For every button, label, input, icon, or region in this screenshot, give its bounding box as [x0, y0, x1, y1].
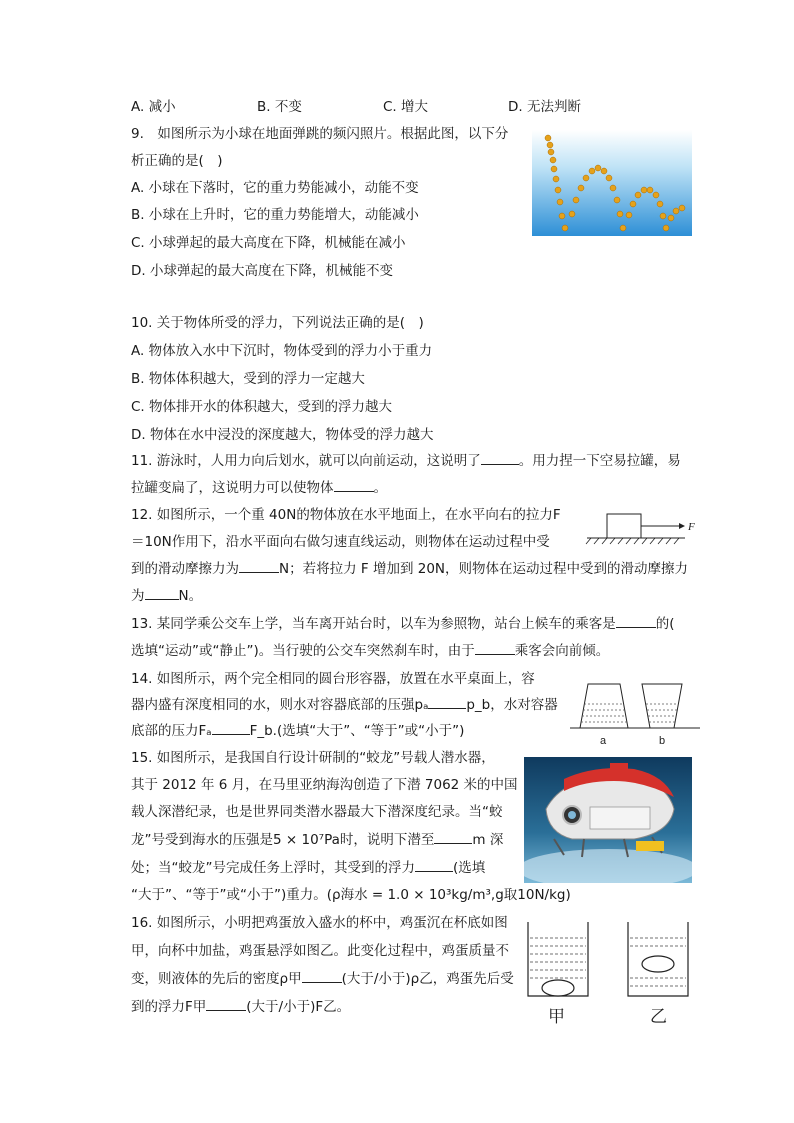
q16-blank-1[interactable] [302, 970, 342, 983]
q12-text-3a: 到的滑动摩擦力为 [131, 561, 239, 577]
cup-jia [528, 922, 588, 996]
q10-option-b: B. 物体体积越大，受到的浮力一定越大 [131, 371, 365, 387]
q10-option-a: A. 物体放入水中下沉时，物体受到的浮力小于重力 [131, 343, 433, 359]
q15-line5 [131, 859, 485, 877]
q8-option-a: A. 减小 [131, 99, 176, 115]
cup-yi [628, 922, 688, 996]
cup-label-yi: 乙 [650, 1007, 667, 1027]
q12-text-3b: N；若将拉力 F 增加到 20N，则物体在运动过程中受到的滑动摩擦力 [279, 561, 689, 577]
q9-option-d: D. 小球弹起的最大高度在下降，机械能不变 [131, 263, 393, 279]
q11-line2 [131, 479, 387, 497]
q11-text-2b: 。 [373, 480, 387, 496]
q15-blank-1[interactable] [434, 831, 472, 844]
q9-stem-line1: 9. 如图所示为小球在地面弹跳的频闪照片。根据此图，以下分 [131, 126, 509, 142]
q15-text-5b: (选填 [453, 860, 486, 876]
q16-line4 [131, 998, 350, 1016]
q16-text-3b: (大于/小于)ρ乙，鸡蛋先后受 [341, 971, 514, 987]
block-on-floor-diagram [585, 510, 695, 550]
q10-stem: 10. 关于物体所受的浮力，下列说法正确的是( ) [131, 315, 424, 331]
q14-line1: 14. 如图所示，两个完全相同的圆台形容器，放置在水平桌面上，容 [131, 671, 535, 687]
q15-line6: “大于”、“等于”或“小于”)重力。(ρ海水 = 1.0 × 10³kg/m³,g取10N/kg) [131, 887, 571, 903]
q13-blank-1[interactable] [616, 615, 656, 628]
q9-option-a: A. 小球在下落时，它的重力势能减小，动能不变 [131, 180, 419, 196]
q15-line2: 其于 2012 年 6 月，在马里亚纳海沟创造了下潜 7062 米的中国 [131, 777, 518, 793]
q13-text-2a: 选填“运动”或“静止”)。当行驶的公交车突然刹车时，由于 [131, 643, 475, 659]
container-label-b: b [659, 735, 666, 747]
q15-text-4b: m 深 [472, 832, 504, 848]
q13-text-2b: 乘客会向前倾。 [514, 643, 610, 659]
q9-option-b: B. 小球在上升时，它的重力势能增大，动能减小 [131, 207, 419, 223]
q15-text-4a: 龙”号受到海水的压强是5 × 10⁷Pa时，说明下潜至 [131, 832, 435, 848]
q8-option-d: D. 无法判断 [508, 99, 581, 115]
q14-text-3b: F_b.(选填“大于”、“等于”或“小于”) [249, 723, 465, 739]
two-frustum-containers-diagram [570, 680, 700, 748]
q13-text-1b: 的( [655, 616, 675, 632]
q13-line2 [131, 642, 609, 660]
q11-text-1a: 11. 游泳时，人用力向后划水，就可以向前运动，这说明了 [131, 453, 481, 469]
egg-cups-diagram [524, 918, 696, 1030]
q9-stem-line2: 析正确的是( ) [131, 153, 223, 169]
q13-blank-2[interactable] [475, 642, 515, 655]
q12-blank-2[interactable] [145, 587, 179, 600]
cup-label-jia: 甲 [548, 1007, 565, 1027]
q16-text-3a: 变，则液体的先后的密度ρ甲 [131, 971, 302, 987]
q14-blank-1[interactable] [428, 696, 466, 709]
q16-text-4b: (大于/小于)F乙。 [246, 999, 351, 1015]
q14-line2 [131, 696, 558, 714]
q14-text-2a: 器内盛有深度相同的水，则水对容器底部的压强pₐ [131, 697, 429, 713]
q14-blank-2[interactable] [212, 722, 250, 735]
q12-text-4b: N。 [178, 588, 203, 604]
q9-option-c: C. 小球弹起的最大高度在下降，机械能在减小 [131, 235, 406, 251]
q16-text-4a: 到的浮力F甲 [131, 999, 207, 1015]
q12-line3 [131, 560, 688, 578]
q16-line3 [131, 970, 514, 988]
q11-text-1b: 。用力捏一下空易拉罐，易 [518, 453, 681, 469]
q14-text-2b: p_b，水对容器 [466, 697, 558, 713]
q14-text-3a: 底部的压力Fₐ [131, 723, 212, 739]
q8-option-b: B. 不变 [257, 99, 302, 115]
q8-option-c: C. 增大 [383, 99, 429, 115]
jiaolong-submersible-photo [524, 757, 692, 883]
q15-line3: 载人深潜纪录，也是世界同类潜水器最大下潜深度纪录。当“蛟 [131, 804, 503, 820]
q12-blank-1[interactable] [239, 560, 279, 573]
force-label-f: F [688, 521, 695, 533]
bouncing-ball-photo [532, 130, 692, 236]
q13-line1 [131, 615, 675, 633]
q15-text-5a: 处；当“蛟龙”号完成任务上浮时，其受到的浮力 [131, 860, 415, 876]
q16-blank-2[interactable] [206, 998, 246, 1011]
q15-blank-2[interactable] [415, 859, 453, 872]
q11-line1 [131, 452, 681, 470]
q11-blank-2[interactable] [334, 479, 374, 492]
q11-text-2a: 拉罐变扁了，这说明力可以使物体 [131, 480, 334, 496]
q15-line1: 15. 如图所示，是我国自行设计研制的“蛟龙”号载人潜水器， [131, 750, 495, 766]
q10-option-d: D. 物体在水中浸没的深度越大，物体受的浮力越大 [131, 427, 434, 443]
q15-line4 [131, 831, 503, 849]
q13-text-1a: 13. 某同学乘公交车上学，当车离开站台时，以车为参照物，站台上候车的乘客是 [131, 616, 616, 632]
q10-option-c: C. 物体排开水的体积越大，受到的浮力越大 [131, 399, 393, 415]
q12-line1: 12. 如图所示，一个重 40N的物体放在水平地面上，在水平向右的拉力F [131, 507, 561, 523]
q11-blank-1[interactable] [481, 452, 519, 465]
q12-text-4a: 为 [131, 588, 145, 604]
q16-line1: 16. 如图所示，小明把鸡蛋放入盛水的杯中，鸡蛋沉在杯底如图 [131, 915, 508, 931]
q16-line2: 甲，向杯中加盐，鸡蛋悬浮如图乙。此变化过程中，鸡蛋质量不 [131, 943, 509, 959]
container-label-a: a [600, 735, 607, 747]
q12-line4 [131, 587, 202, 605]
q12-line2: ＝10N作用下，沿水平面向右做匀速直线运动，则物体在运动过程中受 [131, 534, 550, 550]
q14-line3 [131, 722, 464, 740]
